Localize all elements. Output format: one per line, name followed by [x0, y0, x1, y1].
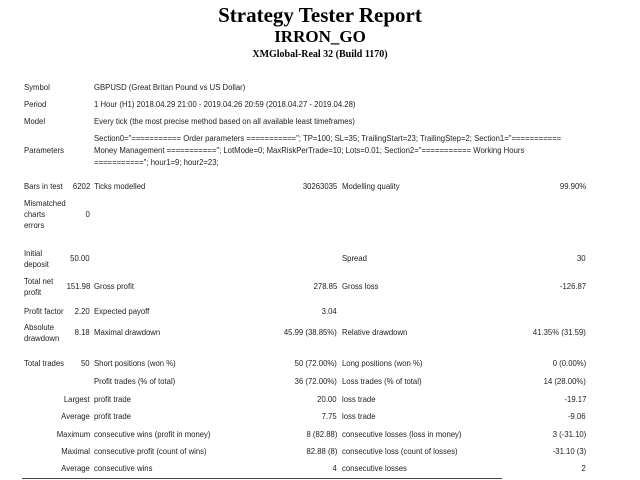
long-label: Long positions (won %)	[342, 358, 423, 368]
spread-label: Spread	[342, 253, 367, 263]
parameters-line: ==========="; hour1=9; hour2=23;	[94, 157, 219, 167]
symbol-value: GBPUSD (Great Britan Pound vs US Dollar)	[94, 82, 246, 92]
row-left-label: profit trade	[94, 411, 131, 421]
absdd-label: drawdown	[24, 333, 60, 343]
parameters-line: Money Management ==========="; LotMode=0; MaxRiskPerTrade=10; Lots=0.01; Section2="=========== Working Hours	[94, 145, 525, 155]
netprofit-label: profit	[24, 287, 42, 297]
spread-value: 30	[577, 253, 586, 263]
row-right-label: consecutive losses (loss in money)	[342, 429, 462, 439]
bottom-divider	[22, 478, 502, 479]
absdd-value: 8.18	[74, 327, 90, 337]
row-right-value: -9.06	[568, 411, 586, 421]
row-right-label: consecutive losses	[342, 463, 407, 473]
period-value: 1 Hour (H1) 2018.04.29 21:00 - 2019.04.26 20:59 (2018.04.27 - 2019.04.28)	[94, 99, 356, 109]
row-left-label: consecutive profit (count of wins)	[94, 446, 207, 456]
pf-label: Profit factor	[24, 306, 64, 316]
short-label: Short positions (won %)	[94, 358, 176, 368]
absdd-label: Absolute	[24, 322, 55, 332]
grossprofit-label: Gross profit	[94, 281, 134, 291]
row-left-label: consecutive wins	[94, 463, 153, 473]
mismatch-label: charts	[24, 209, 46, 219]
row-prefix: Average	[61, 411, 90, 421]
expert-name: IRRON_GO	[274, 27, 366, 46]
row-prefix: Average	[61, 463, 90, 473]
model-value: Every tick (the most precise method based on all available least timeframes)	[94, 116, 355, 126]
deposit-value: 50.00	[70, 253, 90, 263]
total-trades-label: Total trades	[24, 358, 64, 368]
row-left-value: 82.88 (8)	[306, 446, 337, 456]
short-value: 50 (72.00%)	[294, 358, 337, 368]
maxdd-label: Maximal drawdown	[94, 327, 161, 337]
row-right-value: -19.17	[564, 394, 586, 404]
netprofit-label: Total net	[24, 276, 54, 286]
server-info: XMGlobal-Real 32 (Build 1170)	[252, 49, 388, 60]
pf-value: 2.20	[74, 306, 90, 316]
bars-value: 6202	[72, 181, 90, 191]
row-right-value: 2	[581, 463, 586, 473]
deposit-label: deposit	[24, 259, 49, 269]
grossprofit-value: 278.85	[313, 281, 337, 291]
long-value: 0 (0.00%)	[552, 358, 586, 368]
row-left-label: consecutive wins (profit in money)	[94, 429, 211, 439]
row-right-label: loss trade	[342, 411, 376, 421]
row-right-value: 3 (-31.10)	[552, 429, 586, 439]
ticks-value: 30263035	[302, 181, 337, 191]
quality-value: 99.90%	[559, 181, 586, 191]
grossloss-label: Gross loss	[342, 281, 379, 291]
profit-trades-value: 36 (72.00%)	[294, 376, 337, 386]
row-right-label: loss trade	[342, 394, 376, 404]
netprofit-value: 151.98	[66, 281, 90, 291]
profit-trades-label: Profit trades (% of total)	[94, 376, 176, 386]
ticks-label: Ticks modelled	[94, 181, 146, 191]
report-title: Strategy Tester Report	[218, 3, 422, 27]
quality-label: Modelling quality	[342, 181, 400, 191]
row-prefix: Largest	[64, 394, 90, 404]
mismatch-label: errors	[24, 220, 45, 230]
row-left-value: 20.00	[317, 394, 337, 404]
loss-trades-value: 14 (28.00%)	[543, 376, 586, 386]
row-left-value: 8 (82.88)	[306, 429, 337, 439]
row-left-value: 4	[332, 463, 337, 473]
parameters-label: Parameters	[24, 145, 64, 155]
period-label: Period	[24, 99, 47, 109]
grossloss-value: -126.87	[559, 281, 586, 291]
row-left-value: 7.75	[321, 411, 337, 421]
reldd-value: 41.35% (31.59)	[533, 327, 586, 337]
mismatch-label: Mismatched	[24, 198, 66, 208]
bars-label: Bars in test	[24, 181, 63, 191]
row-prefix: Maximal	[61, 446, 90, 456]
reldd-label: Relative drawdown	[342, 327, 408, 337]
parameters-line: Section0="=========== Order parameters ==========="; TP=100; SL=35; TrailingStart=23; TrailingStep=2; Section1="===========	[94, 133, 562, 143]
row-right-value: -31.10 (3)	[552, 446, 586, 456]
ep-value: 3.04	[321, 306, 337, 316]
row-prefix: Maximum	[56, 429, 90, 439]
symbol-label: Symbol	[24, 82, 50, 92]
deposit-label: Initial	[24, 248, 43, 258]
total-trades-value: 50	[81, 358, 90, 368]
maxdd-value: 45.99 (38.85%)	[284, 327, 337, 337]
row-left-label: profit trade	[94, 394, 131, 404]
row-right-label: consecutive loss (count of losses)	[342, 446, 458, 456]
loss-trades-label: Loss trades (% of total)	[342, 376, 422, 386]
model-label: Model	[24, 116, 46, 126]
ep-label: Expected payoff	[94, 306, 150, 316]
mismatch-value: 0	[85, 209, 90, 219]
